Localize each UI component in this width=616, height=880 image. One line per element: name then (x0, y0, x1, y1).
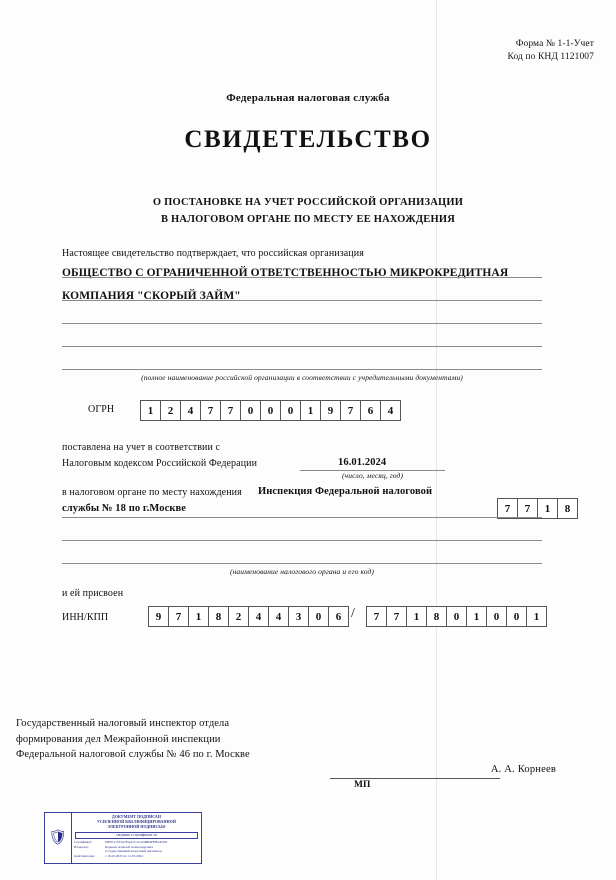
assigned-label: и ей присвоен (62, 588, 124, 599)
stamp-detail-value: Корнеев Алексей Александрович (105, 844, 153, 849)
form-code-line-2: Код по КНД 1121007 (507, 52, 594, 62)
stamp-heading-line-2: УСИЛЕННОЙ КВАЛИФИЦИРОВАННОЙ (97, 819, 176, 824)
ogrn-digit: 9 (320, 400, 341, 421)
form-rule (62, 346, 542, 347)
kpp-digit: 7 (366, 606, 387, 627)
seal-label: МП (354, 780, 371, 790)
intro-text: Настоящее свидетельство подтверждает, что российская организация (62, 248, 364, 259)
page-subtitle-line-2: В НАЛОГОВОМ ОРГАНЕ ПО МЕСТУ ЕЕ НАХОЖДЕНИЯ (160, 214, 455, 225)
ogrn-digit: 7 (340, 400, 361, 421)
inn-digit: 8 (208, 606, 229, 627)
authority-name-line-2: службы № 18 по г.Москве (62, 503, 187, 514)
authority-name-line-1: Инспекция Федеральной налоговой (258, 486, 433, 497)
signature-rule (330, 778, 500, 779)
inn-digit: 6 (328, 606, 349, 627)
form-rule (62, 563, 542, 564)
page-subtitle-line-1: О ПОСТАНОВКЕ НА УЧЕТ РОССИЙСКОЙ ОРГАНИЗАЦИИ (152, 197, 464, 208)
ogrn-digit: 4 (380, 400, 401, 421)
ogrn-digit: 7 (200, 400, 221, 421)
ogrn-digit: 0 (260, 400, 281, 421)
inn-kpp-label: ИНН/КПП (62, 612, 109, 623)
ogrn-label: ОГРН (88, 404, 115, 415)
form-rule (62, 277, 542, 278)
signer-role-line-1: Государственный налоговый инспектор отдела (16, 718, 230, 729)
kpp-digit-boxes (366, 606, 546, 627)
form-rule (62, 323, 542, 324)
stamp-detail-value: 00F6111535A7FAA7CA7A5BB4FEB2AD03 (105, 840, 168, 845)
kpp-digit: 0 (506, 606, 527, 627)
inn-digit: 2 (228, 606, 249, 627)
kpp-digit: 7 (386, 606, 407, 627)
stamp-certificate-details (74, 840, 199, 858)
agency-name: Федеральная налоговая служба (226, 92, 390, 104)
inn-digit: 0 (308, 606, 329, 627)
authority-caption: (наименование налогового органа и его код) (229, 567, 375, 576)
stamp-detail-row (74, 854, 199, 859)
form-code-line-1: Форма № 1-1-Учет (515, 39, 594, 49)
form-rule (62, 300, 542, 301)
ogrn-digit: 2 (160, 400, 181, 421)
form-rule (62, 369, 542, 370)
registration-date: 16.01.2024 (338, 457, 387, 468)
ogrn-digit: 6 (360, 400, 381, 421)
ogrn-digit: 1 (140, 400, 161, 421)
kpp-digit: 8 (426, 606, 447, 627)
kpp-digit: 0 (486, 606, 507, 627)
ogrn-digit: 1 (300, 400, 321, 421)
form-rule (62, 517, 542, 518)
authority-code-digit: 7 (517, 498, 538, 519)
inn-digit: 1 (188, 606, 209, 627)
signer-role (16, 716, 250, 763)
registration-label: поставлена на учет в соответствии с (62, 442, 221, 453)
ogrn-digit: 7 (220, 400, 241, 421)
signer-role-line-3: Федеральной налоговой службы № 46 по г. Москве (16, 749, 250, 760)
authority-code-digit: 1 (537, 498, 558, 519)
inn-digit: 7 (168, 606, 189, 627)
ogrn-digit: 4 (180, 400, 201, 421)
stamp-heading-line-1: ДОКУМЕНТ ПОДПИСАН (112, 814, 161, 819)
inn-digit: 9 (148, 606, 169, 627)
organization-name-caption: (полное наименование российской организации в соответствии с учредительными документами) (141, 373, 463, 382)
inn-kpp-separator: / (351, 606, 355, 621)
stamp-detail-value: государственный налоговый инспектор (105, 849, 162, 854)
signer-role-line-2: формирования дел Межрайонной инспекции (16, 733, 221, 745)
authority-code-digit: 7 (497, 498, 518, 519)
inn-digit: 4 (268, 606, 289, 627)
ogrn-digit-boxes (140, 400, 400, 421)
kpp-digit: 1 (406, 606, 427, 627)
organization-name (62, 262, 542, 308)
stamp-detail-key: Владелец: (74, 844, 89, 849)
page-subtitle (0, 194, 616, 228)
ogrn-digit: 0 (280, 400, 301, 421)
authority-code-digit: 8 (557, 498, 578, 519)
authority-prefix-label: в налоговом органе по месту нахождения (62, 487, 242, 498)
page-title: СВИДЕТЕЛЬСТВО (184, 126, 432, 153)
organization-name-line-2: КОМПАНИЯ "СКОРЫЙ ЗАЙМ" (62, 290, 241, 302)
stamp-certificate-bar: сведения о сертификате эп (75, 832, 198, 839)
stamp-detail-key: Действителен: (74, 853, 96, 858)
ogrn-digit: 0 (240, 400, 261, 421)
inn-digit: 4 (248, 606, 269, 627)
kpp-digit: 1 (526, 606, 547, 627)
tax-code-label: Налоговым кодексом Российской Федерации (62, 458, 258, 469)
stamp-heading (74, 815, 199, 831)
stamp-heading-line-3: ЭЛЕКТРОННОЙ ПОДПИСЬЮ (107, 824, 166, 829)
inn-digit-boxes (148, 606, 348, 627)
seal-emblem-icon: 🛡 (45, 813, 72, 863)
stamp-detail-key: Сертификат: (74, 840, 93, 845)
form-code-block (507, 38, 594, 64)
form-rule (62, 540, 542, 541)
digital-signature-stamp (44, 812, 202, 864)
date-caption: (число, месяц, год) (341, 471, 404, 480)
kpp-digit: 0 (446, 606, 467, 627)
kpp-digit: 1 (466, 606, 487, 627)
authority-code-boxes (497, 498, 577, 519)
stamp-detail-value: с 16.02.2023 по 11.05.2024 (105, 853, 143, 858)
organization-name-line-1: ОБЩЕСТВО С ОГРАНИЧЕННОЙ ОТВЕТСТВЕННОСТЬЮ МИКРОКРЕДИТНАЯ (62, 267, 509, 279)
inn-digit: 3 (288, 606, 309, 627)
signer-name: А. А. Корнеев (490, 764, 556, 775)
